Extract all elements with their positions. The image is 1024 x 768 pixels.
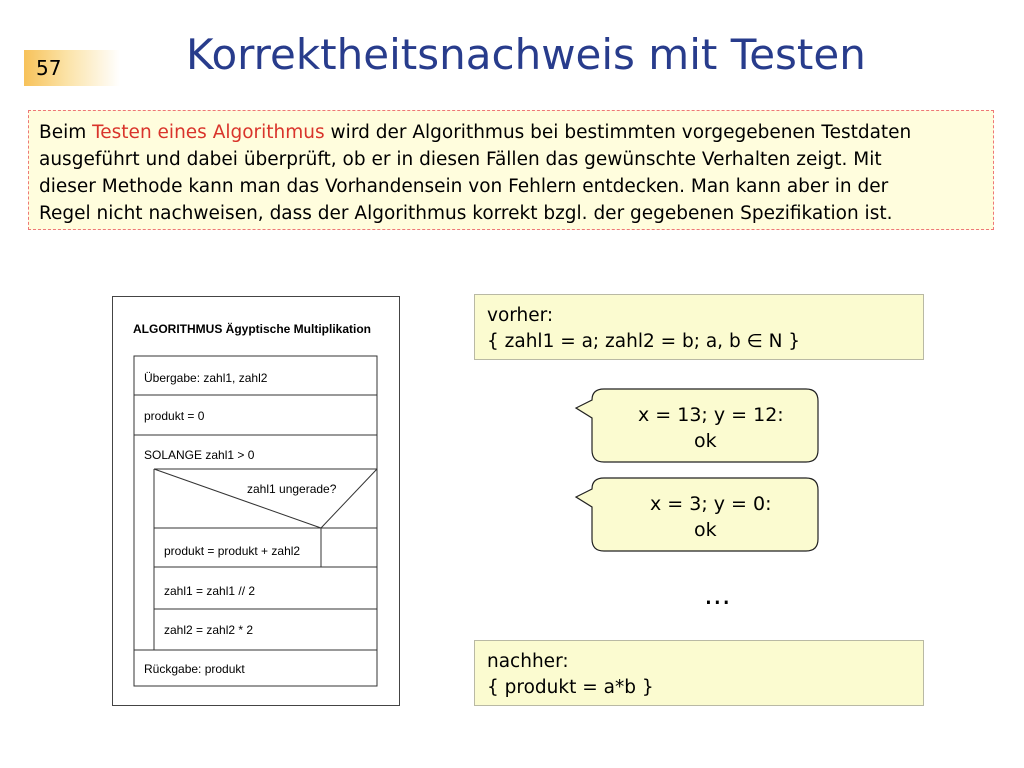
precondition-value: { zahl1 = a; zahl2 = b; a, b ∈ N } xyxy=(487,331,801,352)
postcondition-value: { produkt = a*b } xyxy=(487,677,654,698)
precondition-box xyxy=(474,294,924,360)
postcondition-label: nachher: xyxy=(487,651,569,672)
test-result: ok xyxy=(694,519,717,541)
definition-text: Beim xyxy=(39,122,93,143)
test-bubble xyxy=(574,477,822,553)
step-rueckgabe: Rückgabe: produkt xyxy=(144,662,245,676)
highlight-term: Testen eines Algorithmus xyxy=(92,122,325,143)
more-tests-ellipsis: ... xyxy=(704,578,731,611)
test-input: x = 13; y = 12: xyxy=(638,404,784,426)
condition: zahl1 ungerade? xyxy=(247,482,337,496)
test-input: x = 3; y = 0: xyxy=(650,493,772,515)
step-init: produkt = 0 xyxy=(144,409,205,423)
definition-line-1 xyxy=(39,119,993,146)
structogram-lines xyxy=(113,297,401,707)
structogram-title: ALGORITHMUS Ägyptische Multiplikation xyxy=(133,322,372,336)
step-then: produkt = produkt + zahl2 xyxy=(164,544,301,558)
definition-line-3: dieser Methode kann man das Vorhandensein von Fehlern entdecken. Man kann aber in der xyxy=(39,176,889,197)
structogram xyxy=(112,296,400,706)
postcondition-box xyxy=(474,640,924,706)
step-halve: zahl1 = zahl1 // 2 xyxy=(164,584,256,598)
definition-line-2: ausgeführt und dabei überprüft, ob er in diesen Fällen das gewünschte Verhalten zeigt. Mit xyxy=(39,149,882,170)
definition-text: wird der Algorithmus bei bestimmten vorgegebenen Testdaten xyxy=(324,122,912,143)
definition-box xyxy=(28,110,994,230)
test-result: ok xyxy=(694,430,717,452)
definition-line-4: Regel nicht nachweisen, dass der Algorithmus korrekt bzgl. der gegebenen Spezifikation ist. xyxy=(39,203,893,224)
loop-header: SOLANGE zahl1 > 0 xyxy=(144,448,255,462)
step-double: zahl2 = zahl2 * 2 xyxy=(164,623,254,637)
slide-number: 57 xyxy=(36,56,62,80)
test-bubble xyxy=(574,388,822,464)
slide-title: Korrektheitsnachweis mit Testen xyxy=(186,30,866,79)
precondition-label: vorher: xyxy=(487,305,554,326)
step-uebergabe: Übergabe: zahl1, zahl2 xyxy=(144,371,268,385)
